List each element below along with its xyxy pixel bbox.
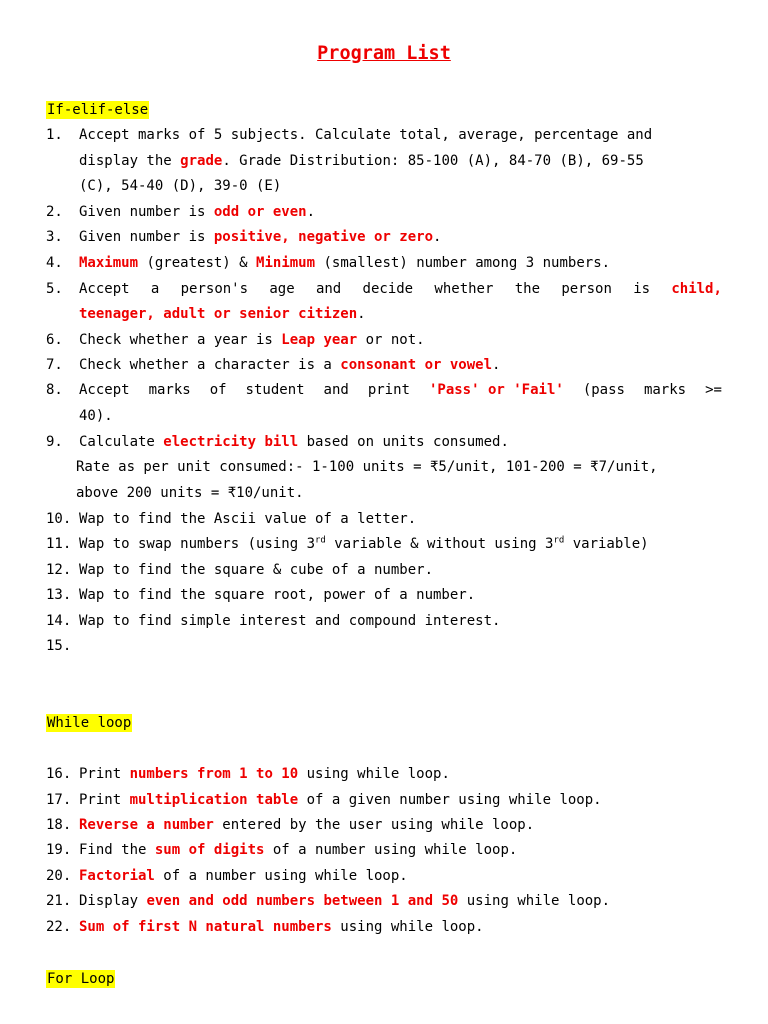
item-number: 13. xyxy=(46,587,72,603)
highlight-text: even and odd numbers between 1 and 50 xyxy=(146,893,459,909)
item-text: Calculate electricity bill based on units consumed. xyxy=(79,434,509,450)
highlight-text: electricity bill xyxy=(163,434,299,450)
item-number: 10. xyxy=(46,511,72,527)
item-number: 4. xyxy=(46,255,63,271)
item-text: Wap to find simple interest and compound interest. xyxy=(79,613,501,629)
item-text: Wap to find the Ascii value of a letter. xyxy=(79,511,417,527)
item-number: 8. xyxy=(46,382,63,398)
item-text: Given number is positive, negative or zero. xyxy=(79,229,442,245)
highlight-text: multiplication table xyxy=(129,792,299,808)
item-text-line-2: display the grade. Grade Distribution: 85-100 (A), 84-70 (B), 69-55 xyxy=(79,153,644,169)
highlight-text: 'Pass' or 'Fail' xyxy=(428,382,564,398)
item-number: 17. xyxy=(46,792,72,808)
item-text: Sum of first N natural numbers using while loop. xyxy=(79,919,484,935)
page-title: Program List xyxy=(317,43,451,64)
highlight-text: Sum of first N natural numbers xyxy=(79,919,332,935)
item-number: 15. xyxy=(46,638,72,654)
highlight-text: odd or even xyxy=(213,204,307,220)
item-number: 5. xyxy=(46,281,63,297)
highlight-text: Reverse a number xyxy=(79,817,214,833)
item-number: 16. xyxy=(46,766,72,782)
item-text: Accept marks of 5 subjects. Calculate total, average, percentage and xyxy=(79,127,653,143)
item-number: 2. xyxy=(46,204,63,220)
item-text-line-3: (C), 54-40 (D), 39-0 (E) xyxy=(79,178,282,194)
highlight-text: positive, negative or zero xyxy=(213,229,434,245)
highlight-text: consonant or vowel xyxy=(340,357,493,373)
highlight-text: Factorial xyxy=(79,868,155,884)
section-heading-if-elif-else: If-elif-else xyxy=(47,102,149,118)
item-text-line-2: teenager, adult or senior citizen. xyxy=(79,306,366,322)
highlight-text: Maximum xyxy=(79,255,139,271)
item-number: 14. xyxy=(46,613,72,629)
item-text-line-3: above 200 units = ₹10/unit. xyxy=(76,485,304,501)
highlight-text: teenager, adult or senior citizen xyxy=(79,306,358,322)
item-text: Print multiplication table of a given number using while loop. xyxy=(79,792,602,808)
item-number: 12. xyxy=(46,562,72,578)
highlight-text: Minimum xyxy=(256,255,316,271)
item-text-line-2: 40). xyxy=(79,408,113,424)
item-text: Wap to find the square & cube of a number. xyxy=(79,562,434,578)
highlight-text: child, xyxy=(671,281,722,297)
item-text: Accept a person's age and decide whether the person is child, xyxy=(79,281,722,297)
highlight-text: Leap year xyxy=(281,332,358,348)
item-number: 22. xyxy=(46,919,72,935)
item-text: Wap to swap numbers (using 3rd variable & without using 3rd variable) xyxy=(79,535,649,552)
item-text: Check whether a character is a consonant or vowel. xyxy=(79,357,501,373)
item-number: 20. xyxy=(46,868,72,884)
item-number: 11. xyxy=(46,536,72,552)
item-text: Wap to find the square root, power of a number. xyxy=(79,587,476,603)
item-text: Given number is odd or even. xyxy=(79,204,316,220)
section-heading-while-loop: While loop xyxy=(47,715,132,731)
item-text: Factorial of a number using while loop. xyxy=(79,868,408,884)
item-text: Accept marks of student and print 'Pass' or 'Fail' (pass marks >= xyxy=(79,382,722,398)
item-text: Find the sum of digits of a number using while loop. xyxy=(79,842,518,858)
item-text: Display even and odd numbers between 1 and 50 using while loop. xyxy=(79,893,611,909)
highlight-text: numbers from 1 to 10 xyxy=(129,766,299,782)
item-number: 9. xyxy=(46,434,63,450)
item-text-line-2: Rate as per unit consumed:- 1-100 units = ₹5/unit, 101-200 = ₹7/unit, xyxy=(76,459,658,475)
item-text: Reverse a number entered by the user using while loop. xyxy=(79,817,535,833)
item-number: 1. xyxy=(46,127,63,143)
item-number: 18. xyxy=(46,817,72,833)
item-number: 7. xyxy=(46,357,63,373)
item-number: 3. xyxy=(46,229,63,245)
item-number: 21. xyxy=(46,893,72,909)
item-number: 6. xyxy=(46,332,63,348)
highlight-text: sum of digits xyxy=(154,842,265,858)
item-text: Maximum (greatest) & Minimum (smallest) number among 3 numbers. xyxy=(79,255,611,271)
item-text: Check whether a year is Leap year or not. xyxy=(79,332,425,348)
item-number: 19. xyxy=(46,842,72,858)
item-text: Print numbers from 1 to 10 using while loop. xyxy=(79,766,450,782)
highlight-text: grade xyxy=(180,153,223,169)
section-heading-for-loop: For Loop xyxy=(47,971,115,987)
